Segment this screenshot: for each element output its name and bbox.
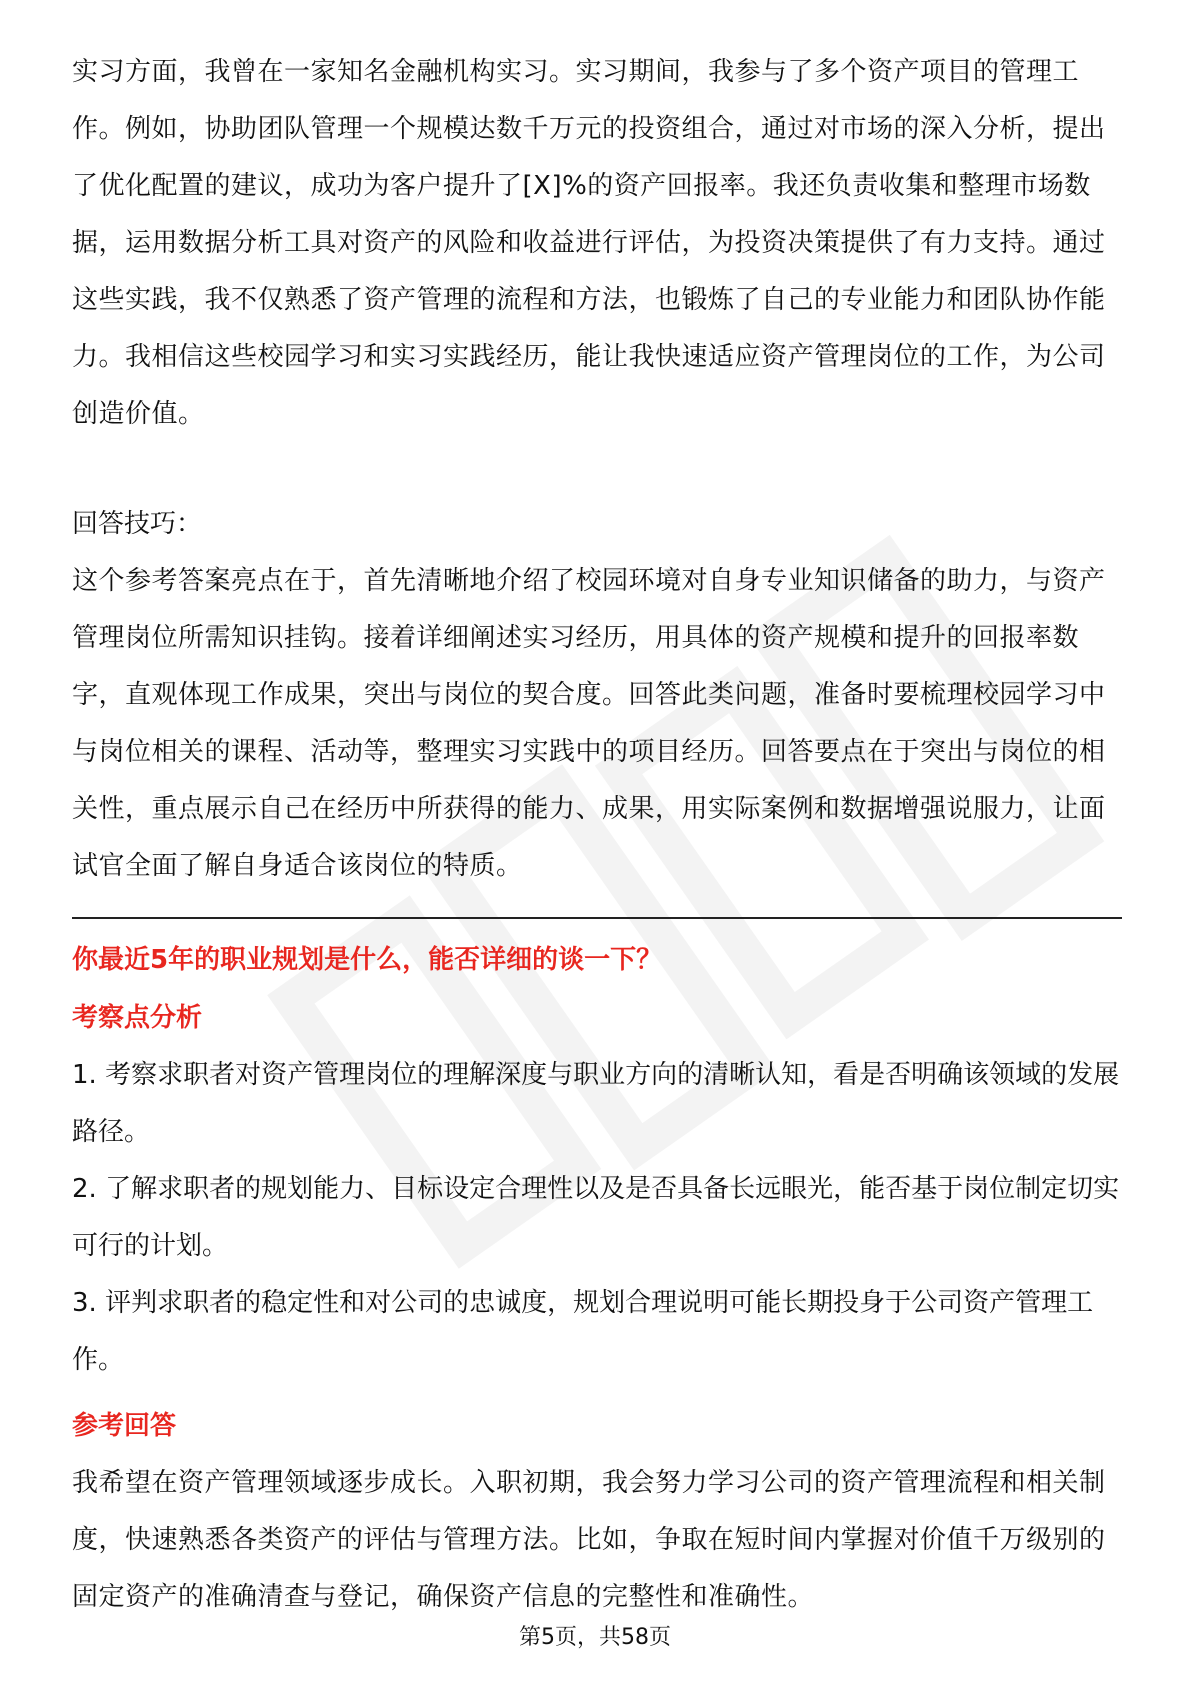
- question-heading: 你最近5年的职业规划是什么，能否详细的谈一下？: [72, 945, 663, 975]
- analysis-title: 考察点分析: [72, 1003, 203, 1033]
- analysis-point: 3. 评判求职者的稳定性和对公司的忠诚度，规划合理说明可能长期投身于公司资产管理工作。: [72, 1288, 1094, 1375]
- section-divider: [72, 917, 1122, 919]
- reference-paragraph: 我希望在资产管理领域逐步成长。入职初期，我会努力学习公司的资产管理流程和相关制度，快速熟悉各类资产的评估与管理方法。比如，争取在短时间内掌握对价值千万级别的固定资产的准确清查与登记，确保资产信息的完整性和准确性。: [72, 1468, 1106, 1612]
- page-content: [72, 44, 1122, 1626]
- reference-title: 参考回答: [72, 1411, 177, 1441]
- tips-label: 回答技巧：: [72, 509, 203, 539]
- analysis-point: 1. 考察求职者对资产管理岗位的理解深度与职业方向的清晰认知，看是否明确该领域的发展路径。: [72, 1060, 1120, 1147]
- body-paragraph: 实习方面，我曾在一家知名金融机构实习。实习期间，我参与了多个资产项目的管理工作。例如，协助团队管理一个规模达数千万元的投资组合，通过对市场的深入分析，提出了优化配置的建议，成功为客户提升了[X]%的资产回报率。我还负责收集和整理市场数据，运用数据分析工具对资产的风险和收益进行评估，为投资决策提供了有力支持。通过这些实践，我不仅熟悉了资产管理的流程和方法，也锻炼了自己的专业能力和团队协作能力。我相信这些校园学习和实习实践经历，能让我快速适应资产管理岗位的工作，为公司创造价值。: [72, 57, 1106, 429]
- page-number: 第5页，共58页: [519, 1625, 671, 1650]
- analysis-point: 2. 了解求职者的规划能力、目标设定合理性以及是否具备长远眼光，能否基于岗位制定切实可行的计划。: [72, 1174, 1120, 1261]
- tips-paragraph: 这个参考答案亮点在于，首先清晰地介绍了校园环境对自身专业知识储备的助力，与资产管理岗位所需知识挂钩。接着详细阐述实习经历，用具体的资产规模和提升的回报率数字，直观体现工作成果，突出与岗位的契合度。回答此类问题，准备时要梳理校园学习中与岗位相关的课程、活动等，整理实习实践中的项目经历。回答要点在于突出与岗位的相关性，重点展示自己在经历中所获得的能力、成果，用实际案例和数据增强说服力，让面试官全面了解自身适合该岗位的特质。: [72, 566, 1106, 881]
